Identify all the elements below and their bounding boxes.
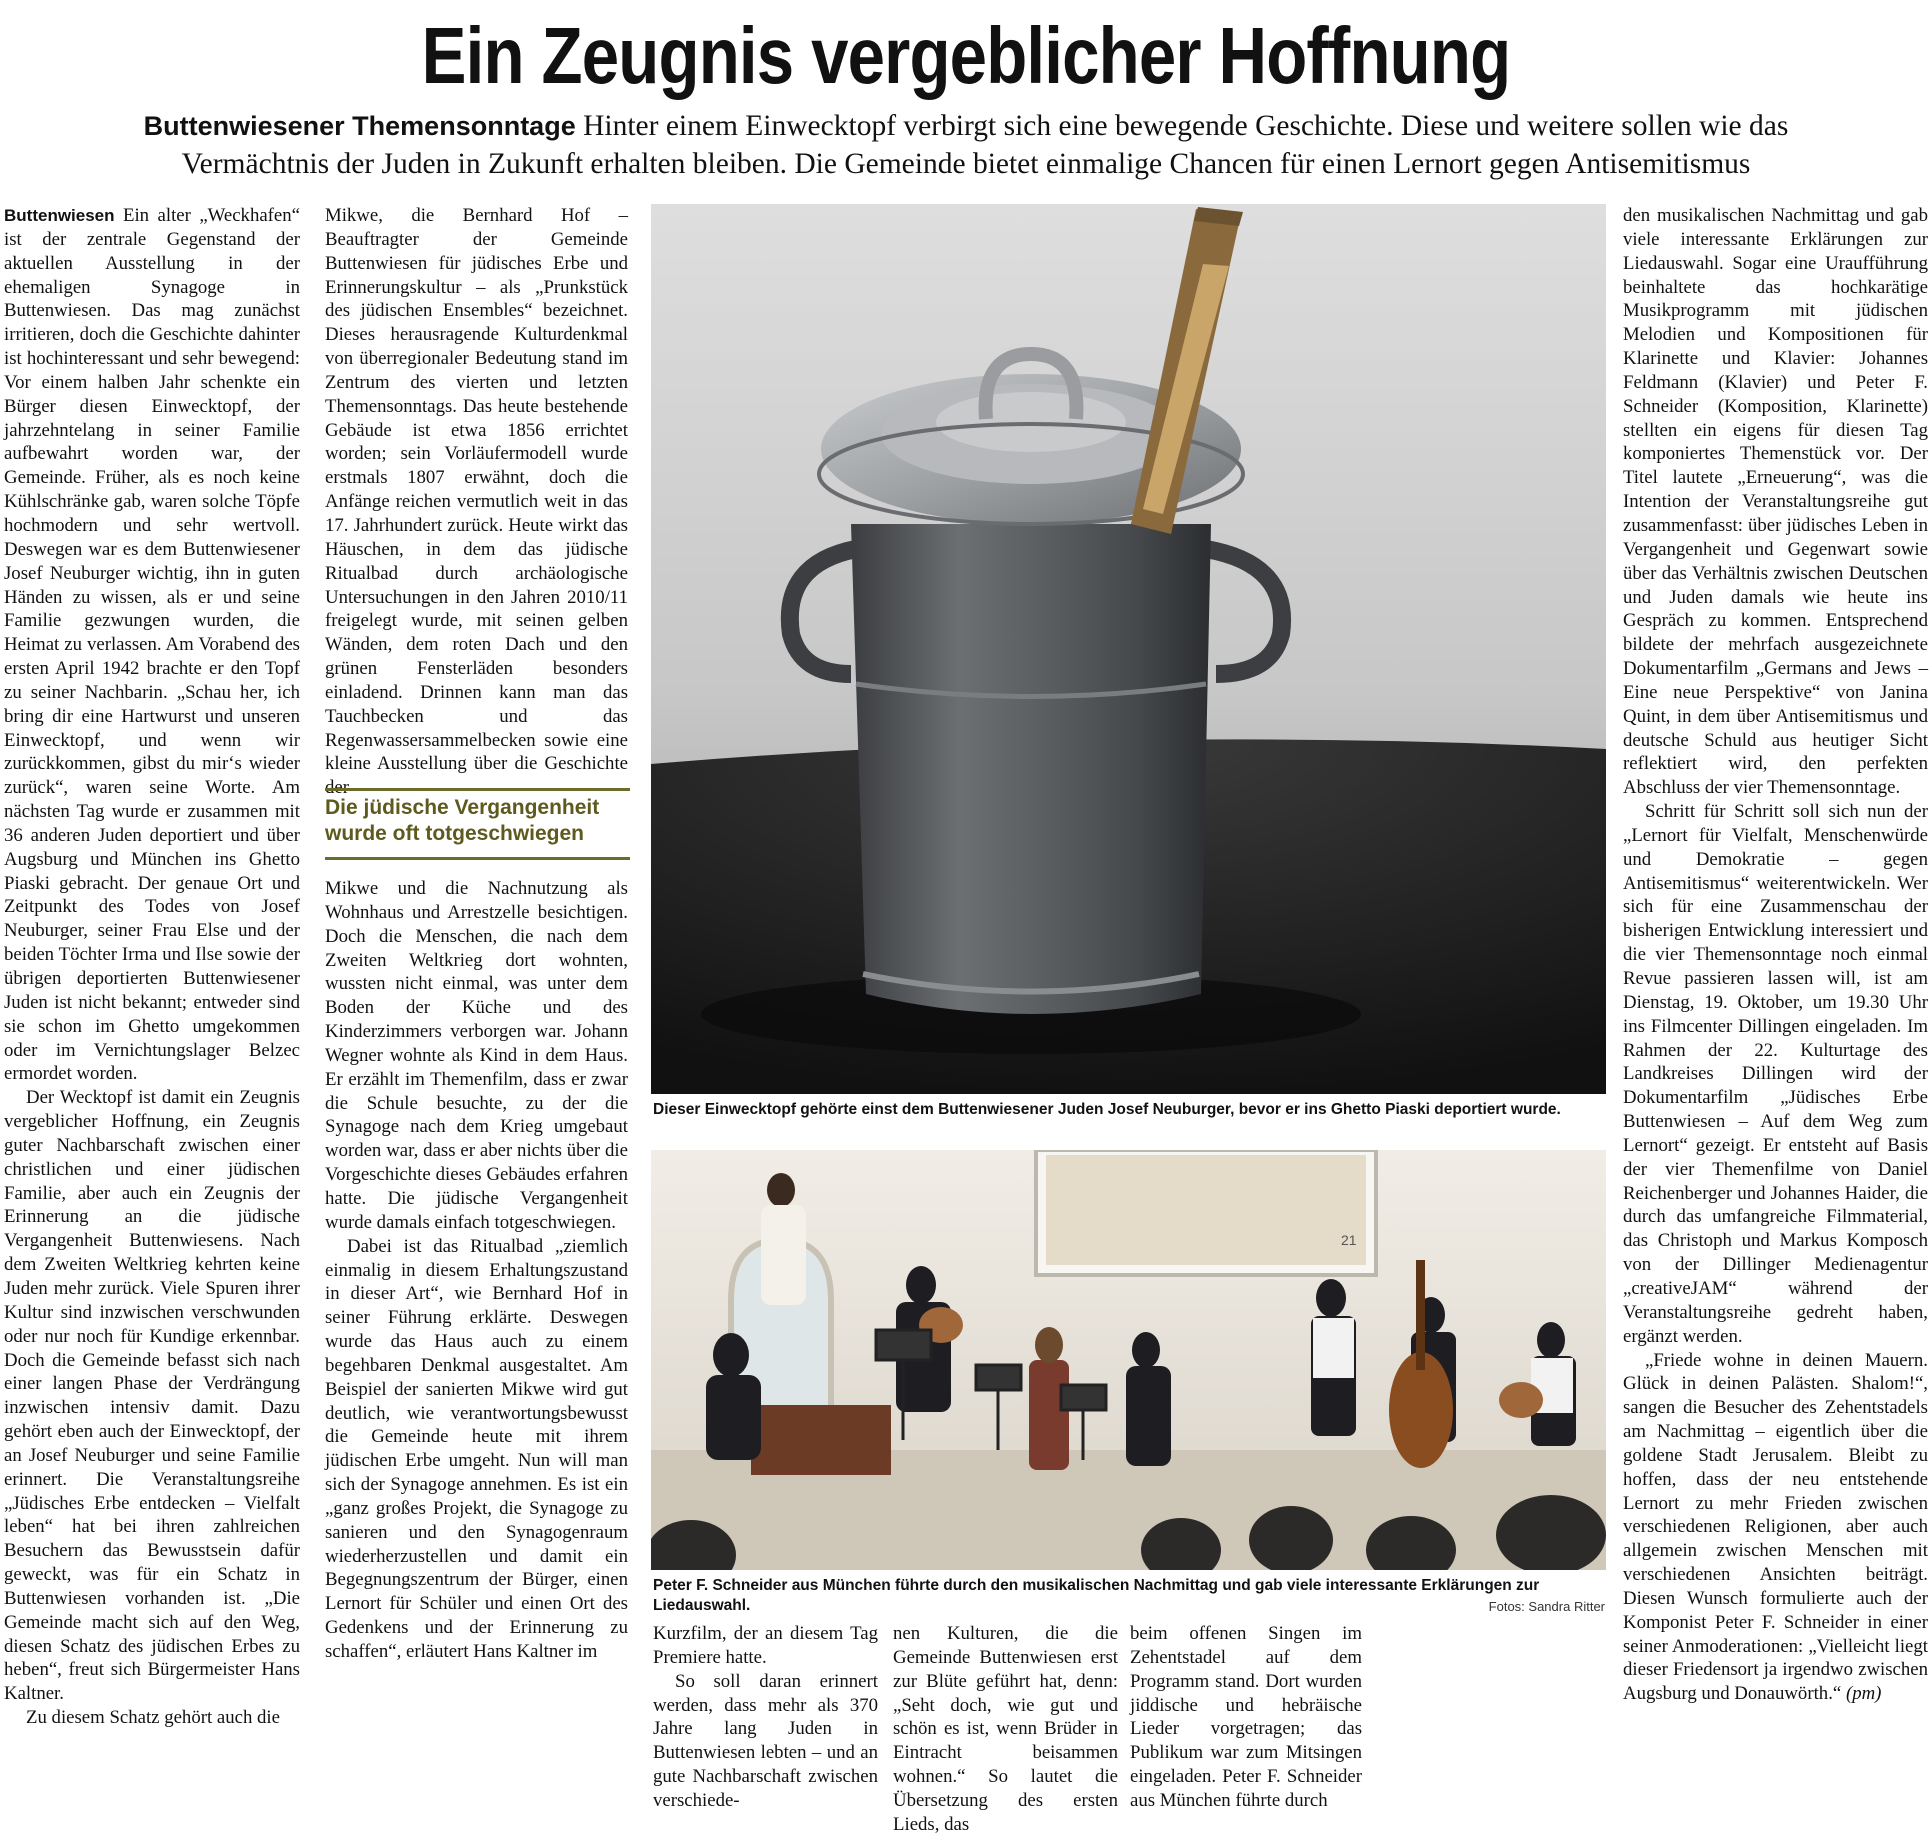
subhead-line-2: Vermächtnis der Juden in Zukunft erhalten bleiben. Die Gemeinde bietet einmalige Chancen für einen Lernort gegen Antisemitismus bbox=[181, 148, 1751, 180]
paragraph: Dabei ist das Ritualbad „ziemlich einmalig in diesem Erhaltungszustand in dieser Art“, wie Bernhard Hof in seiner Führung erklärte. Deswegen wurde das Haus auch zu einem begehbaren Denkmal ausgestaltet. Am Beispiel der sanierten Mikwe wird gut deutlich, wie verantwortungsbewusst die Gemeinde heute mit ihrem jüdischen Erbe umgeht. Nun will man sich der Synagoge annehmen. Es ist ein „ganz großes Projekt, die Synagoge zu sanieren und den Synagogenraum wiederherzustellen und damit ein Begegnungszentrum der Bürger, einen Lernort für Schüler und einen Ort des Gedenkens und der Erinnerung zu schaffen“, erläutert Hans Kaltner im bbox=[325, 1235, 628, 1662]
headline: Ein Zeugnis vergeblicher Hoffnung bbox=[421, 11, 1511, 100]
concert-image bbox=[651, 1150, 1606, 1570]
subheadline bbox=[40, 107, 1892, 183]
photo-concert bbox=[651, 1150, 1606, 1570]
photo-preserving-jar bbox=[651, 204, 1606, 1094]
paragraph: Ein alter „Weckhafen“ ist der zentrale Gegenstand der aktuellen Ausstellung in der ehemaligen Synagoge in Buttenwiesen. Das mag zunächst irritieren, doch die Geschichte dahinter ist hochinteressant und sehr bewegend: Vor einem halben Jahr schenkte ein Bürger diesen Einwecktopf, der jahrzehntelang in seiner Familie aufbewahrt worden war, der Gemeinde. Früher, als es noch keine Kühlschränke gab, waren solche Töpfe hochmodern und sehr wertvoll. Deswegen war es dem Buttenwiesener Josef Neuburger wichtig, ihn in guten Händen zu wissen, als er und seine Familie gezwungen wurden, die Heimat zu verlassen. Am Vorabend des ersten April 1942 brachte er den Topf zu seiner Nachbarin. „Schau her, ich bring dir eine Hartwurst und unseren Einwecktopf, und wenn wir zurückkommen, gibst du mir‘s wieder zurück“, waren seine Worte. Am nächsten Tag wurde er zusammen mit 36 anderen Juden deportiert und über Augsburg und München ins Ghetto Piaski gebracht. Der genaue Ort und Zeitpunkt des Todes von Josef Neuburger, seiner Frau Else und der beiden Töchter Irma und Ilse sowie der übrigen deportierten Buttenwiesener Juden ist nicht bekannt; entweder sind sie schon im Ghetto umgekommen oder im Vernichtungslager Belzec ermordet worden. bbox=[4, 205, 300, 1085]
section-subheading bbox=[325, 788, 630, 860]
preserving-jar-image bbox=[651, 204, 1606, 1094]
subhead-kicker: Buttenwiesener Themensonntage bbox=[143, 111, 576, 141]
article-column-4 bbox=[893, 1622, 1118, 1837]
paragraph: Schritt für Schritt soll sich nun der „Lernort für Vielfalt, Menschenwürde und Demokratie – gegen Antisemitismus“ weiterentwickeln. Wer sich für eine Zusammenschau der bisherigen Entwicklung interessiert und die vier Themensonntage noch einmal Revue passieren lassen will, ist am Dienstag, 19. Oktober, um 19.30 Uhr ins Filmcenter Dillingen eingeladen. Im Rahmen der 22. Kulturtage des Landkreises Dillingen wird der Dokumentarfilm „Jüdisches Erbe Buttenwiesen – Auf dem Weg zum Lernort“ gezeigt. Er entsteht auf Basis der vier Themenfilme von Daniel Reichenberger und Johannes Haider, die durch das umfangreiche Filmmaterial, das Christoph und Markus Komposch von der Dillinger Medienagentur „creativeJAM“ während der Veranstaltungsreihe gedreht haben, ergänzt werden. bbox=[1623, 801, 1928, 1347]
dateline: Buttenwiesen bbox=[4, 206, 115, 225]
paragraph-text: „Friede wohne in deinen Mauern. Glück in deinen Palästen. Shalom!“, sangen die Besucher des Zehentstadels am Nachmittag – eigentlich über die goldene Stadt Jerusalem. Bleibt zu hoffen, dass der neu entstehende Lernort zu mehr Frieden zwischen verschiedenen Religionen, aber auch allgemein zwischen Menschen mit verschiedenen Ansichten beiträgt. Diesen Wunsch formulierte auch der Komponist Peter F. Schneider in einer seiner Anmoderationen: „Vielleicht liegt dieser Friedensort ja irgendwo zwischen Augsburg und Donauwörth.“ bbox=[1623, 1349, 1928, 1705]
paragraph: So soll daran erinnert werden, dass mehr als 370 Jahre lang Juden in Buttenwiesen lebten – und an gute Nachbarschaft zwischen verschiede- bbox=[653, 1670, 878, 1811]
paragraph: Der Wecktopf ist damit ein Zeugnis vergeblicher Hoffnung, ein Zeugnis guter Nachbarschaft zwischen einer christlichen und einer jüdischen Familie, aber auch ein Zeugnis der Erinnerung an die jüdische Vergangenheit Buttenwiesens. Nach dem Zweiten Weltkrieg kehrten keine Juden mehr zurück. Viele Spuren ihrer Kultur sind inzwischen verschwunden oder nur noch für Kundige erkennbar. Doch die Gemeinde befasst sich nach einer langen Phase der Verdrängung inzwischen intensiv damit. Dazu gehört eben auch der Einwecktopf, der an Josef Neuburger und seine Familie erinnert. Die Veranstaltungsreihe „Jüdisches Erbe entdecken – Vielfalt leben“ hat bei ihren zahlreichen Besuchern das Bewusstsein dafür geweckt, was für ein Schatz in Buttenwiesen vorhanden ist. „Die Gemeinde macht sich auf den Weg, diesen Schatz des jüdischen Erbes zu heben“, freut sich Bürgermeister Hans Kaltner. bbox=[4, 1087, 300, 1705]
paragraph bbox=[1623, 1349, 1928, 1707]
screen-number: 21 bbox=[1341, 1232, 1357, 1248]
article-column-6 bbox=[1623, 204, 1928, 1706]
article-column-1 bbox=[4, 204, 300, 1730]
photo-caption: Peter F. Schneider aus München führte durch den musikalischen Nachmittag und gab viele interessante Erklärungen zur Liedauswahl. bbox=[653, 1577, 1540, 1614]
paragraph: beim offenen Singen im Zehentstadel auf dem Programm stand. Dort wurden jiddische und hebräische Lieder vorgetragen; das Publikum war zum Mitsingen eingeladen. Peter F. Schneider aus München führte durch bbox=[1130, 1623, 1362, 1811]
paragraph: Mikwe, die Bernhard Hof – Beauftragter der Gemeinde Buttenwiesen für jüdisches Erbe und Erinnerungskultur – als „Prunkstück des jüdischen Ensembles“ bezeichnet. Dieses herausragende Kulturdenkmal von überregionaler Bedeutung stand im Zentrum des vierten und letzten Themensonntags. Das heute bestehende Gebäude ist etwa 1856 errichtet worden; sein Vorläufermodell wurde erstmals 1807 erwähnt, doch die Anfänge reichen vermutlich weit in das 17. Jahrhundert zurück. Heute wirkt das Häuschen, in dem das jüdische Ritualbad durch archäologische Untersuchungen in den Jahren 2010/11 freigelegt wurde, mit seinen gelben Wänden, dem roten Dach und den grünen Fensterläden besonders einladend. Drinnen kann man das Tauchbecken und das Regenwassersammelbecken sowie eine kleine Ausstellung über die Geschichte der bbox=[325, 205, 628, 799]
paragraph: den musikalischen Nachmittag und gab viele interessante Erklärungen zur Liedauswahl. Sogar eine Uraufführung beinhaltete das hochkarätige Musikprogramm mit jüdischen Melodien und Kompositionen für Klarinette und Klavier: Johannes Feldmann (Klavier) und Peter F. Schneider (Komposition, Klarinette) stellten ein eigens für diesen Tag komponiertes Themenstück vor. Der Titel lautete „Erneuerung“, was die Intention der Veranstaltungsreihe gut zusammenfasst: über jüdisches Leben in Vergangenheit und Gegenwart sowie über das Verhältnis zwischen Deutschen und Juden damals wie heute ins Gespräch zu kommen. Entsprechend bildete der mehrfach ausgezeichnete Dokumentarfilm „Germans and Jews – Eine neue Perspektive“ von Janina Quint, in dem über Antisemitismus und deutsche Schuld aus heutiger Sicht reflektiert wird, den perfekten Abschluss der vier Themensonntage. bbox=[1623, 205, 1928, 799]
subhead-line-1: Hinter einem Einwecktopf verbirgt sich eine bewegende Geschichte. Diese und weitere sollen wie das bbox=[583, 110, 1789, 142]
paragraph: Kurzfilm, der an diesem Tag Premiere hatte. bbox=[653, 1623, 878, 1668]
article-column-2-continued bbox=[325, 877, 628, 1664]
photo-credit: Fotos: Sandra Ritter bbox=[1488, 1599, 1605, 1614]
author-signature: (pm) bbox=[1845, 1683, 1882, 1705]
subheading-line-1: Die jüdische Vergangenheit bbox=[325, 796, 600, 819]
paragraph: nen Kulturen, die die Gemeinde Buttenwiesen erst zur Blüte geführt hat, denn: „Seht doch, wie gut und schön es ist, wenn Brüder in Eintracht beisammen wohnen.“ So lautet die Übersetzung des ersten Lieds, das bbox=[893, 1623, 1118, 1835]
paragraph: Zu diesem Schatz gehört auch die bbox=[26, 1707, 280, 1729]
article-column-5 bbox=[1130, 1622, 1362, 1813]
article-column-2 bbox=[325, 204, 628, 800]
subheading-line-2: wurde oft totgeschwiegen bbox=[325, 822, 585, 845]
photo-caption: Dieser Einwecktopf gehörte einst dem Buttenwiesener Juden Josef Neuburger, bevor er ins Ghetto Piaski deportiert wurde. bbox=[653, 1101, 1561, 1118]
paragraph: Mikwe und die Nachnutzung als Wohnhaus und Arrestzelle besichtigen. Doch die Menschen, die nach dem Zweiten Weltkrieg dort wohnten, wussten nicht einmal, was unter dem Boden der Küche und des Kinderzimmers verborgen war. Johann Wegner wohnte als Kind in dem Haus. Er erzählt im Themenfilm, dass er zwar die Schule besuchte, zu der die Synagoge nach dem Krieg umgebaut worden war, dass er aber nichts über die Vorgeschichte dieses Gebäudes erfahren hatte. Die jüdische Vergangenheit wurde damals einfach totgeschwiegen. bbox=[325, 878, 628, 1233]
article-column-3 bbox=[653, 1622, 878, 1813]
